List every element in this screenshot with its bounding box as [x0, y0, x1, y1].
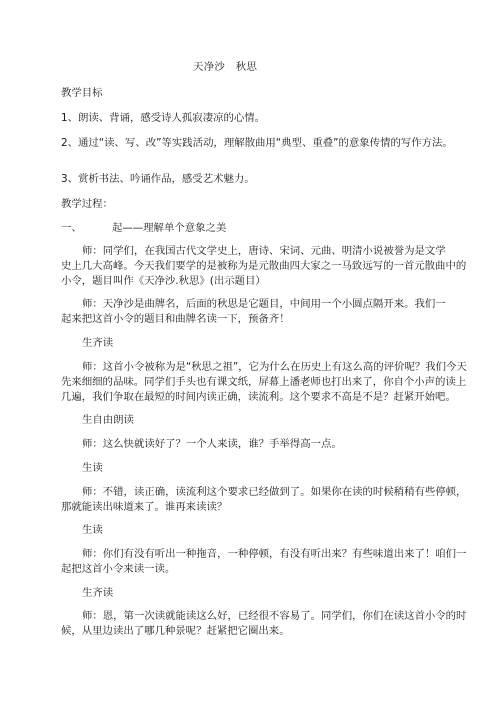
paragraph-line: 史上几大高峰。今天我们要学的是被称为是元散曲四大家之一马致远写的一首元散曲中的	[61, 260, 467, 272]
section-number: 一、	[61, 222, 82, 234]
paragraph-line: 先来细细的品味。同学们手头也有课文纸，屏幕上潘老师也打出来了，你自个小声的读上	[61, 376, 467, 388]
paragraph-line: 师：天净沙是曲牌名，后面的秋思是它题目，中间用一个小圆点隔开来。我们一	[82, 298, 446, 310]
paragraph-line: 小令，题目叫作《天净沙.秋思》(出示题目）	[61, 275, 266, 287]
objectives-heading: 教学目标	[61, 87, 103, 99]
stage-direction: 生读	[82, 524, 103, 536]
paragraph-line: 师：你们有没有听出一种拖音，一种停顿，有没有听出来？有些味道出来了！咱们一	[82, 548, 467, 560]
paragraph-line: 师：恩，第一次读就能读这么好，已经很不容易了。同学们，你们在读这首小令的时	[82, 610, 467, 622]
stage-direction: 生自由朗读	[82, 414, 134, 426]
document-title: 天净沙 秋思	[193, 61, 258, 73]
paragraph-line: 候，从里边读出了哪几种景呢？赶紧把它圈出来。	[61, 625, 290, 637]
paragraph-line: 师：这么快就读好了？一个人来读，谁？手举得高一点。	[82, 438, 342, 450]
paragraph-line: 起把这首小令来读一读。	[61, 563, 176, 575]
process-heading: 教学过程：	[61, 198, 113, 210]
paragraph-line: 那就能读出味道来了。谁再来读读？	[61, 501, 228, 513]
objective-item: 3、赏析书法、吟诵作品，感受艺术魅力。	[61, 173, 255, 185]
stage-direction: 生齐读	[82, 587, 114, 599]
objective-item: 1、朗读、背诵，感受诗人孤寂凄凉的心情。	[61, 112, 266, 124]
paragraph-line: 起来把这首小令的题目和曲牌名读一下，预备齐！	[61, 313, 290, 325]
paragraph-line: 师：不错，读正确，读流利这个要求已经做到了。如果你在读的时候稍稍有些停顿，	[82, 486, 467, 498]
paragraph-line: 师：这首小令被称为是“秋思之祖”，它为什么在历史上有这么高的评价呢？我们今天	[82, 361, 467, 373]
stage-direction: 生齐读	[82, 337, 114, 349]
objective-item: 2、通过“读、写、改”等实践活动，理解散曲用“典型、重叠”的意象传情的写作方法。	[61, 137, 453, 149]
paragraph-line: 师：同学们，在我国古代文学史上，唐诗、宋词、元曲、明清小说被誉为是文学	[82, 245, 446, 257]
paragraph-line: 几遍，我们争取在最短的时间内读正确，读流利。这个要求不高是不是？赶紧开始吧。	[61, 391, 456, 403]
stage-direction: 生读	[82, 462, 103, 474]
section-title: 起——理解单个意象之美	[112, 222, 227, 234]
